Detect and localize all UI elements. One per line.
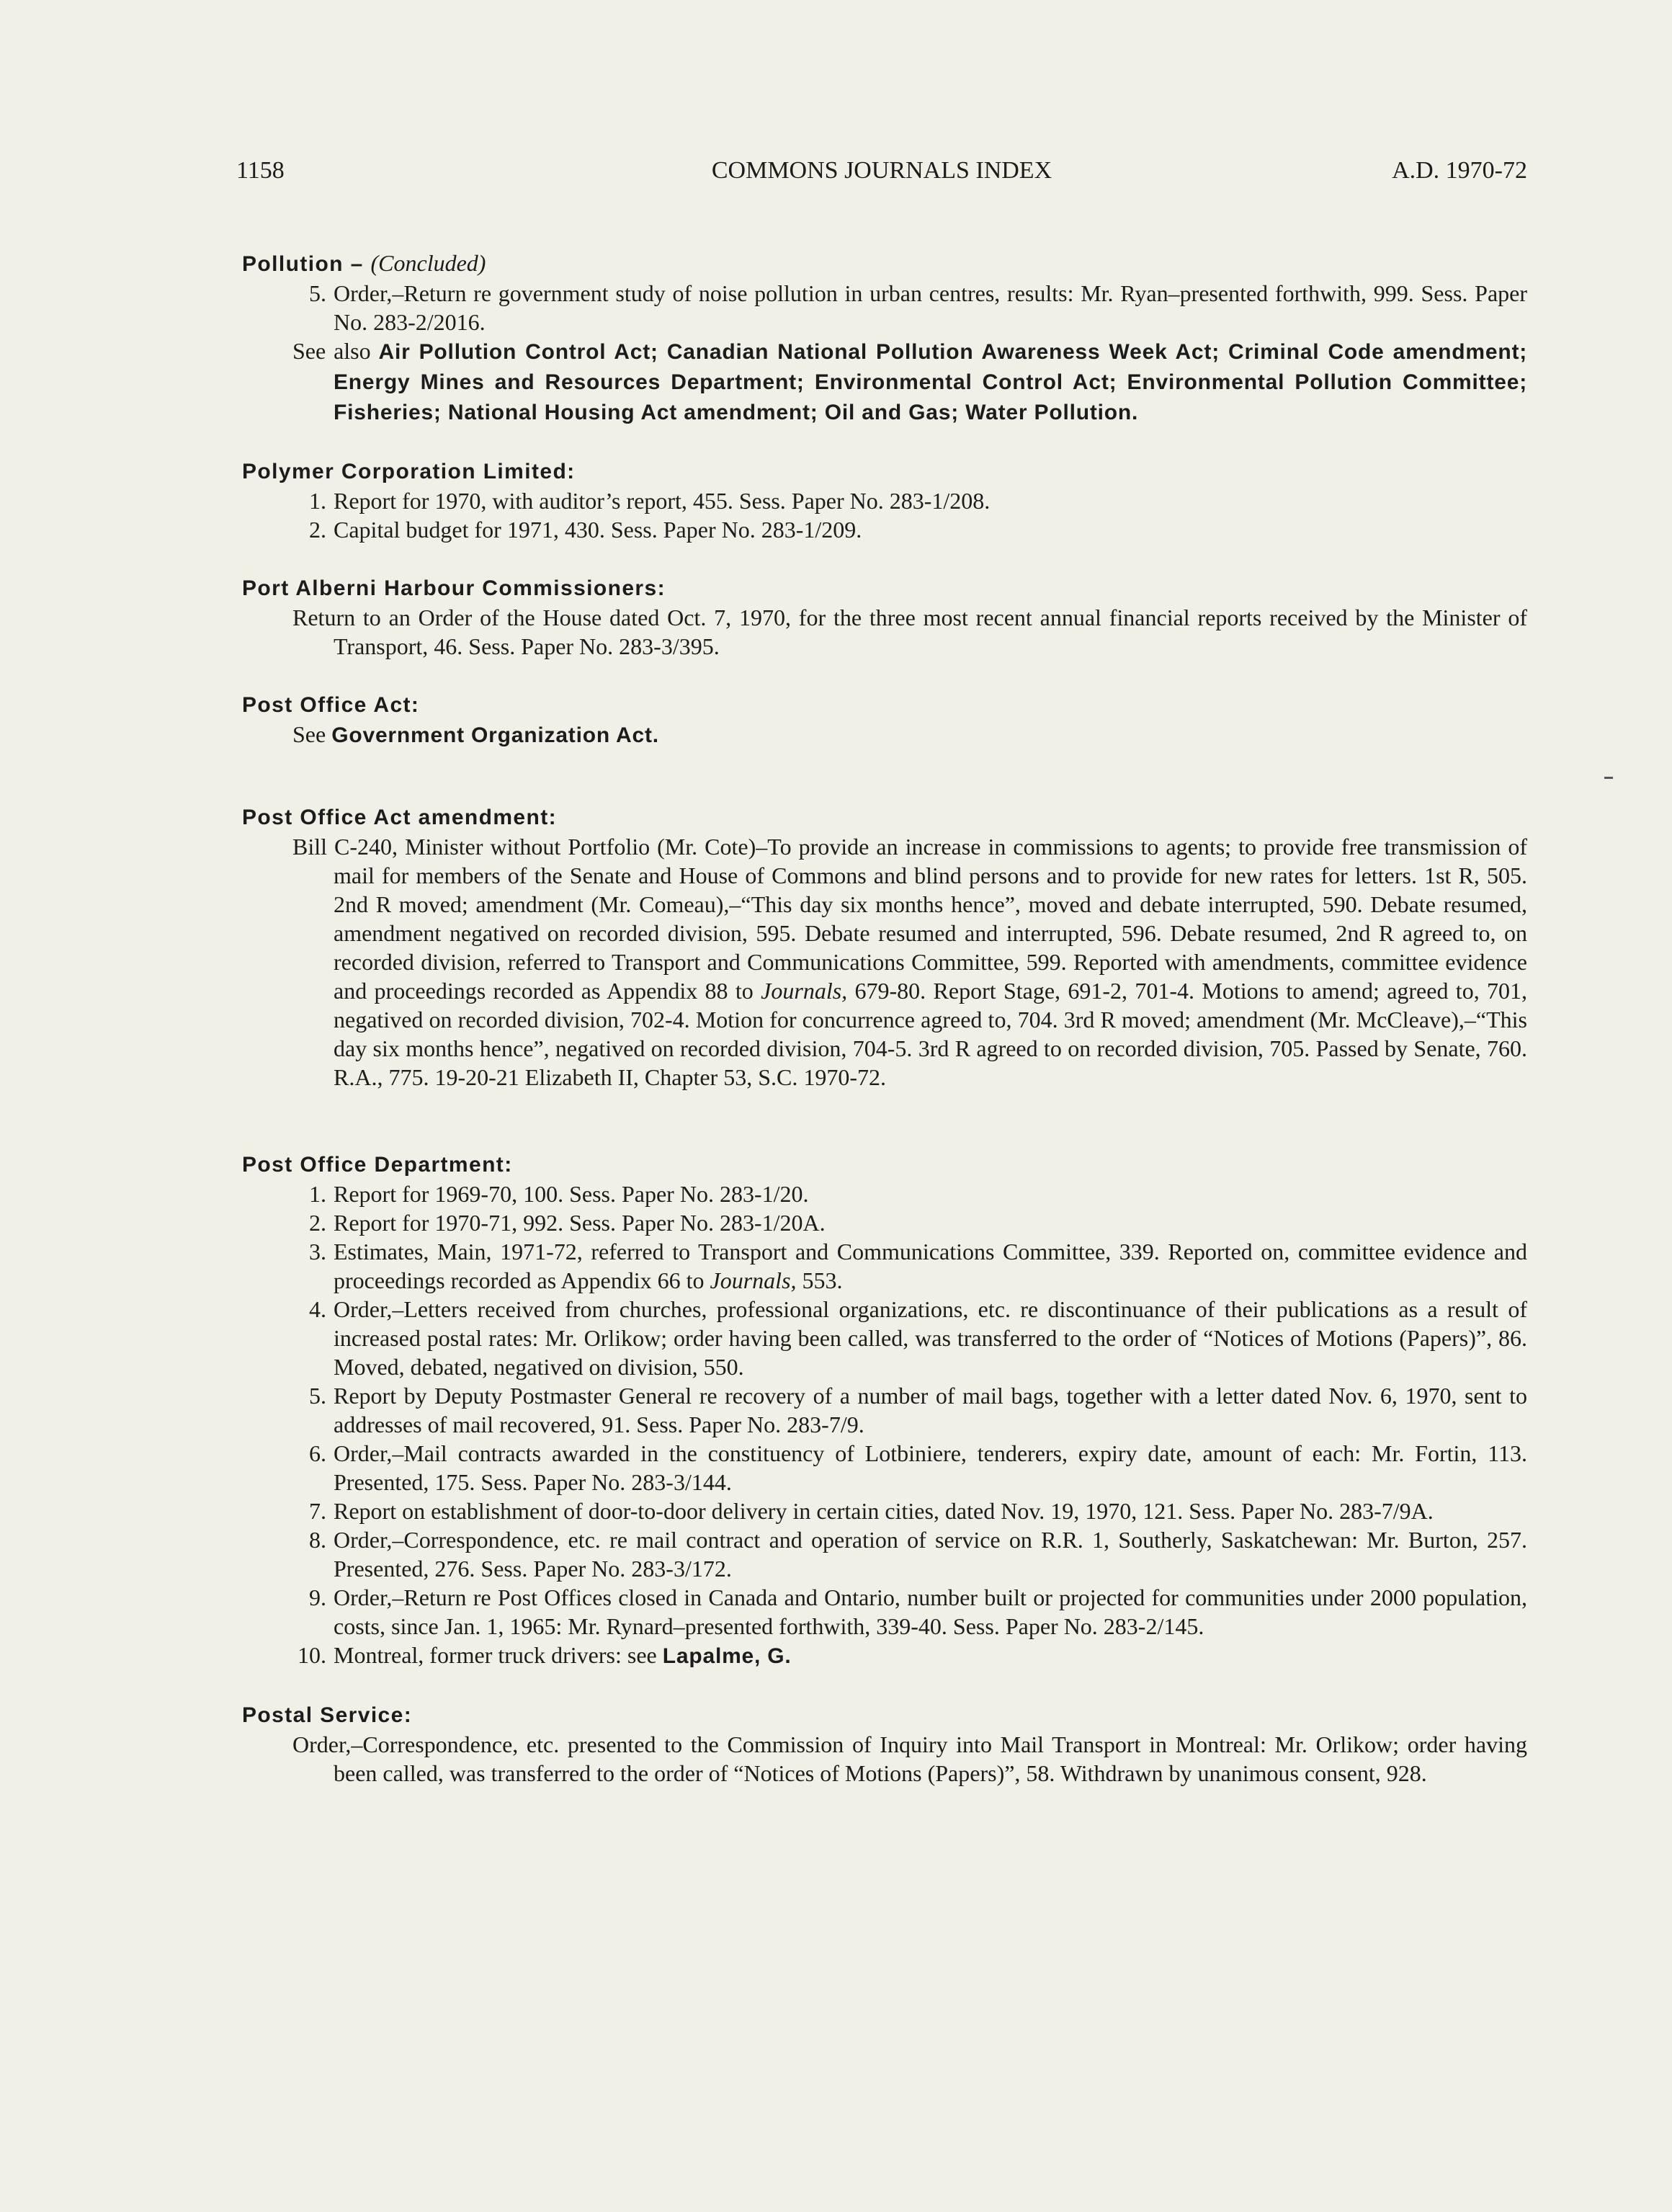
entry-heading: Polymer Corporation Limited: <box>242 460 576 483</box>
item-text: Order,–Correspondence, etc. re mail contract and operation of service on R.R. 1, Southerly, Saskatchewan: Mr. Burton, 257. Presented, 276. Sess. Paper No. 283-3/172. <box>334 1527 1527 1582</box>
date-range: A.D. 1970-72 <box>1392 157 1527 184</box>
list-item <box>298 1641 1527 1671</box>
item-text: Report for 1970-71, 992. Sess. Paper No. 283-1/20A. <box>334 1210 826 1236</box>
journals-italic: Journals, <box>710 1267 797 1293</box>
list-item <box>309 1525 1527 1583</box>
item-text: Order,–Return re Post Offices closed in Canada and Ontario, number built or projected for communities under 2000 population, costs, since Jan. 1, 1965: Mr. Rynard–presented forthwith, 339-40. Sess. Paper No. 283-2/145. <box>334 1584 1527 1639</box>
item-text: Order,–Letters received from churches, professional organizations, etc. re discontinuance of their publications as a result of increased postal rates: Mr. Orlikow; order having been called, was transferred to the order of “Notices of Motions (Papers)”, 86. Moved, debated, negatived on division, 550. <box>334 1296 1527 1380</box>
entry-heading: Post Office Act amendment: <box>242 806 558 829</box>
item-text: Capital budget for 1971, 430. Sess. Paper No. 283-1/209. <box>334 517 862 543</box>
list-item <box>309 1208 1527 1237</box>
entry-postal-service <box>242 1701 1527 1788</box>
see-also-label: See also <box>292 338 371 364</box>
margin-mark <box>1604 777 1613 779</box>
entry-text: Return to an Order of the House dated Oct. 7, 1970, for the three most recent annual financial reports received by the Minister of Transport, 46. Sess. Paper No. 283-3/395. <box>292 605 1527 659</box>
entry-post-office-act <box>242 691 1527 750</box>
list-item <box>309 1497 1527 1525</box>
item-text: 553. <box>802 1267 843 1293</box>
see-also-refs: Air Pollution Control Act; Canadian National Pollution Awareness Week Act; Criminal Code amendment; Energy Mines and Resources Department; Environmental Control Act; Environmental Pollution Committee; Fisheries; National Housing Act amendment; Oil and Gas; Water Pollution. <box>334 340 1528 424</box>
see-ref: Government Organization Act. <box>331 723 659 747</box>
entry-text <box>292 832 1527 1092</box>
list-item <box>309 1381 1527 1439</box>
entry-heading <box>242 249 1527 279</box>
list-item <box>309 1439 1527 1497</box>
item-number: 3. <box>309 1239 326 1265</box>
item-number: 2. <box>309 517 326 543</box>
heading-note: (Concluded) <box>370 250 486 276</box>
entry-heading: Post Office Act: <box>242 693 420 717</box>
see-label: See <box>292 721 326 747</box>
entry-post-office-department <box>242 1151 1527 1671</box>
item-number: 9. <box>309 1584 326 1610</box>
item-text: Report on establishment of door-to-door delivery in certain cities, dated Nov. 19, 1970, 121. Sess. Paper No. 283-7/9A. <box>334 1498 1434 1524</box>
list-item <box>309 515 1527 544</box>
entry-heading: Port Alberni Harbour Commissioners: <box>242 576 666 600</box>
item-number: 2. <box>309 1210 326 1236</box>
item-number: 4. <box>309 1296 326 1322</box>
item-number: 10. <box>298 1642 326 1668</box>
list-item <box>309 1583 1527 1641</box>
item-number: 7. <box>309 1498 326 1524</box>
index-content <box>242 249 1527 1788</box>
entry-text: Order,–Correspondence, etc. presented to the Commission of Inquiry into Mail Transport in Montreal: Mr. Orlikow; order having been called, was transferred to the order of “Notices of Motions (Papers)”, 58. Withdrawn by unanimous consent, 928. <box>292 1731 1527 1786</box>
text-part: Bill C-240, Minister without Portfolio (Mr. Cote)–To provide an increase in commissions to agents; to provide free transmission of mail for members of the Senate and House of Commons and blind persons and to provide for new rates for letters. 1st R, 505. 2nd R moved; amendment (Mr. Comeau),–“This day six months hence”, moved and debate interrupted, 590. Debate resumed, amendment negatived on recorded division, 595. Debate resumed and interrupted, 596. Debate resumed, 2nd R agreed to, on recorded division, referred to Transport and Communications Committee, 599. Reported with amendments, committee evidence and proceedings recorded as Appendix 88 to <box>292 834 1527 1004</box>
see-ref: Lapalme, G. <box>662 1644 792 1668</box>
item-number: 5. <box>309 280 326 306</box>
item-number: 1. <box>309 488 326 514</box>
item-text: Report for 1970, with auditor’s report, 455. Sess. Paper No. 283-1/208. <box>334 488 991 514</box>
item-text: Order,–Mail contracts awarded in the constituency of Lotbiniere, tenderers, expiry date, amount of each: Mr. Fortin, 113. Presented, 175. Sess. Paper No. 283-3/144. <box>334 1440 1527 1495</box>
entry-pollution <box>242 249 1527 427</box>
item-text: Montreal, former truck drivers: see <box>334 1642 657 1668</box>
list-item <box>309 1179 1527 1208</box>
entry-post-office-act-amendment <box>242 803 1527 1092</box>
entry-heading: Post Office Department: <box>242 1153 513 1177</box>
running-title: COMMONS JOURNALS INDEX <box>711 157 1052 184</box>
page-number: 1158 <box>236 157 285 184</box>
item-number: 5. <box>309 1383 326 1409</box>
see-also <box>292 336 1527 427</box>
heading-text: Pollution – <box>242 252 364 276</box>
text-part: 679-80. Report Stage, 691-2, 701-4. Motions to amend; agreed to, 701, negatived on recorded division, 702-4. Motion for concurrence agreed to, 704. 3rd R moved; amendment (Mr. McCleave),–“This day six months hence”, negatived on recorded division, 704-5. 3rd R agreed to on recorded division, 705. Passed by Senate, 760. R.A., 775. 19-20-21 Elizabeth II, Chapter 53, S.C. 1970-72. <box>334 978 1528 1090</box>
entry-port-alberni <box>242 574 1527 661</box>
item-number: 6. <box>309 1440 326 1466</box>
item-number: 8. <box>309 1527 326 1553</box>
list-item <box>309 279 1527 336</box>
entry-polymer-corporation <box>242 458 1527 544</box>
item-number: 1. <box>309 1181 326 1207</box>
item-text: Report for 1969-70, 100. Sess. Paper No. 283-1/20. <box>334 1181 809 1207</box>
see-reference <box>292 720 1527 750</box>
list-item <box>309 1295 1527 1381</box>
entry-heading: Postal Service: <box>242 1703 413 1727</box>
page-header <box>236 157 1527 193</box>
item-text: Report by Deputy Postmaster General re recovery of a number of mail bags, together with a letter dated Nov. 6, 1970, sent to addresses of mail recovered, 91. Sess. Paper No. 283-7/9. <box>334 1383 1527 1437</box>
list-item <box>309 486 1527 515</box>
list-item <box>309 1237 1527 1295</box>
item-text: Order,–Return re government study of noise pollution in urban centres, results: Mr. Ryan–presented forthwith, 999. Sess. Paper No. 283-2/2016. <box>334 280 1527 335</box>
journals-italic: Journals, <box>761 978 848 1004</box>
item-text: Estimates, Main, 1971-72, referred to Transport and Communications Committee, 339. Reported on, committee evidence and proceedings recorded as Appendix 66 to <box>334 1239 1527 1293</box>
